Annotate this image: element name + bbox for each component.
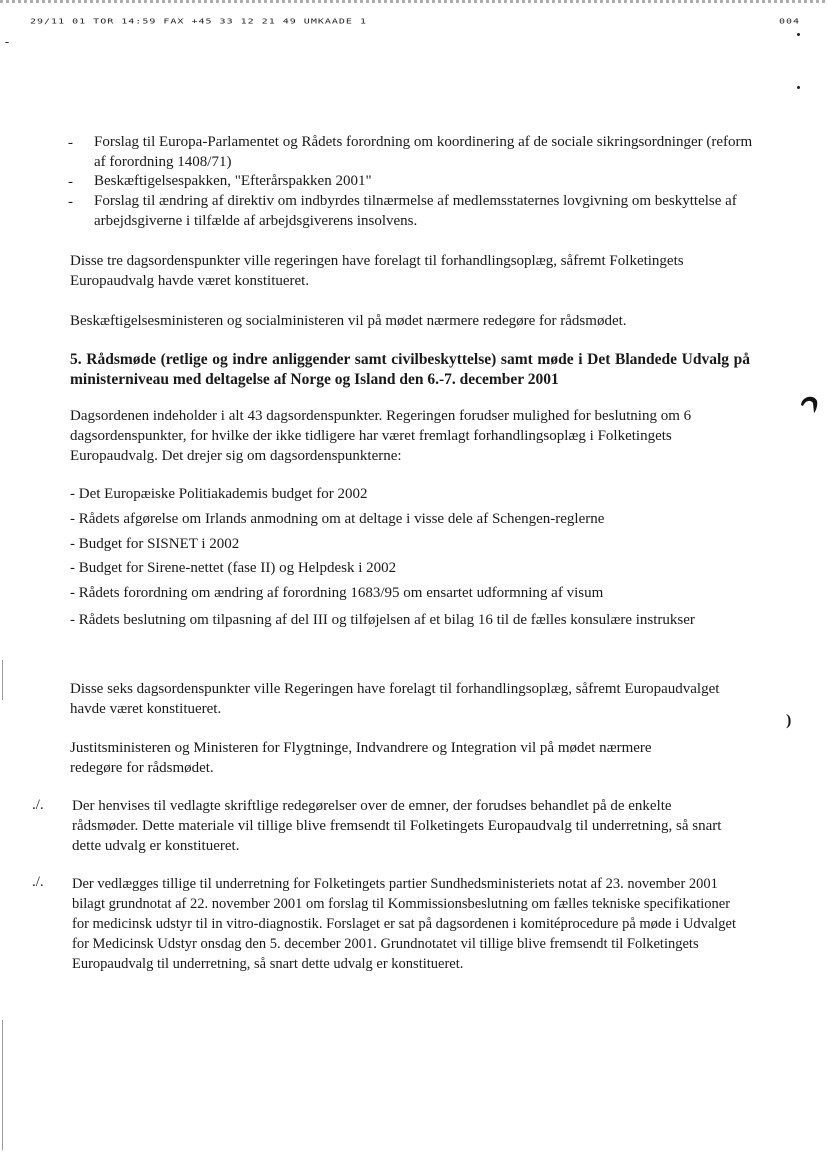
scan-artifact-icon: ) [786, 712, 792, 729]
enclosure-paragraph: Der henvises til vedlagte skriftlige redegørelser over de emner, der forudses behandlet på de enkelte rådsmøder. Dette materiale vil tillige blive fremsendt til Folketingets Europaudvalg til underretning, så snart dette udvalg er konstitueret. [72, 798, 722, 854]
scan-speck [797, 33, 800, 36]
paragraph: Beskæftigelsesministeren og socialministeren vil på mødet nærmere redegøre for rådsmødet. [70, 313, 627, 329]
scan-edge-line [2, 660, 3, 700]
fax-header-line: 29/11 01 TOR 14:59 FAX +45 33 12 21 49 UMKAADE 1 [30, 18, 367, 26]
section-intro: Dagsordenen indeholder i alt 43 dagsordenspunkter. Regeringen forudser mulighed for beslutning om 6 dagsordenspunkter, for hvilke der ikke tidligere har været fremlagt forhandlingsoplæg i Folketingets Europaudvalg. Det drejer sig om dagsordenspunkterne: [70, 408, 692, 464]
enclosure-mark: ./. [32, 797, 44, 813]
bullet-item: Forslag til Europa-Parlamentet og Rådets forordning om koordinering af de sociale sikringsordninger (reform af forordning 1408/71) [94, 134, 753, 170]
paragraph: Justitsministeren og Ministeren for Flygtninge, Indvandrere og Integration vil på mødet nærmere redegøre for rådsmødet. [70, 740, 652, 776]
bullet-item: Forslag til ændring af direktiv om indbyrdes tilnærmelse af medlemsstaternes lovgivning om beskyttelse af arbejdsgiverne i tilfælde af arbejdsgiverens insolvens. [94, 193, 737, 229]
paragraph: Disse tre dagsordenspunkter ville regeringen have forelagt til forhandlingsoplæg, såfremt Folketingets Europaudvalg havde været konstitueret. [70, 253, 684, 289]
scan-speck [5, 42, 9, 43]
paragraph: Disse seks dagsordenspunkter ville Regeringen have forelagt til forhandlingsoplæg, såfremt Europaudvalget havde været konstitueret. [70, 681, 720, 717]
agenda-item: - Det Europæiske Politiakademis budget for 2002 [70, 486, 368, 502]
bullet-dash: - [68, 194, 73, 210]
enclosure-paragraph: Der vedlægges tillige til underretning for Folketingets partier Sundhedsministeriets notat af 23. november 2001 bilagt grundnotat af 22. november 2001 om forslag til Kommissionsbeslutning om fælles tekniske specifikationer for medicinsk udstyr til in vitro-diagnostik. Forslaget er sat på dagsordenen i komitéprocedure på møde i Udvalget for Medicinsk Udstyr onsdag den 5. december 2001. Grundnotatet vil tillige blive fremsendt til Folketingets Europaudvalg til underretning, så snart dette udvalg er konstitueret. [72, 876, 737, 972]
section-heading: 5. Rådsmøde (retlige og indre anliggender samt civilbeskyttelse) samt møde i Det Blandede Udvalg på ministerniveau med deltagelse af Norge og Island den 6.-7. december 2001 [70, 351, 750, 388]
agenda-item: - Budget for Sirene-nettet (fase II) og Helpdesk i 2002 [70, 560, 397, 576]
scan-artifact-icon [799, 393, 819, 415]
fax-top-rule [0, 0, 827, 3]
agenda-item: - Rådets afgørelse om Irlands anmodning om at deltage i visse dele af Schengen-reglerne [70, 511, 605, 527]
fax-header [30, 18, 820, 28]
bullet-dash: - [68, 135, 73, 151]
bullet-item: Beskæftigelsespakken, "Efterårspakken 2001" [94, 173, 372, 189]
agenda-item: - Rådets forordning om ændring af forordning 1683/95 om ensartet udformning af visum [70, 585, 604, 601]
fax-page-number: 004 [778, 18, 800, 26]
scan-speck [797, 86, 800, 89]
agenda-item: - Rådets beslutning om tilpasning af del III og tilføjelsen af et bilag 16 til de fælles konsulære instrukser [70, 612, 695, 628]
scan-edge-line [2, 1020, 3, 1150]
enclosure-mark: ./. [32, 874, 44, 890]
agenda-item: - Budget for SISNET i 2002 [70, 536, 240, 552]
bullet-dash: - [68, 174, 73, 190]
